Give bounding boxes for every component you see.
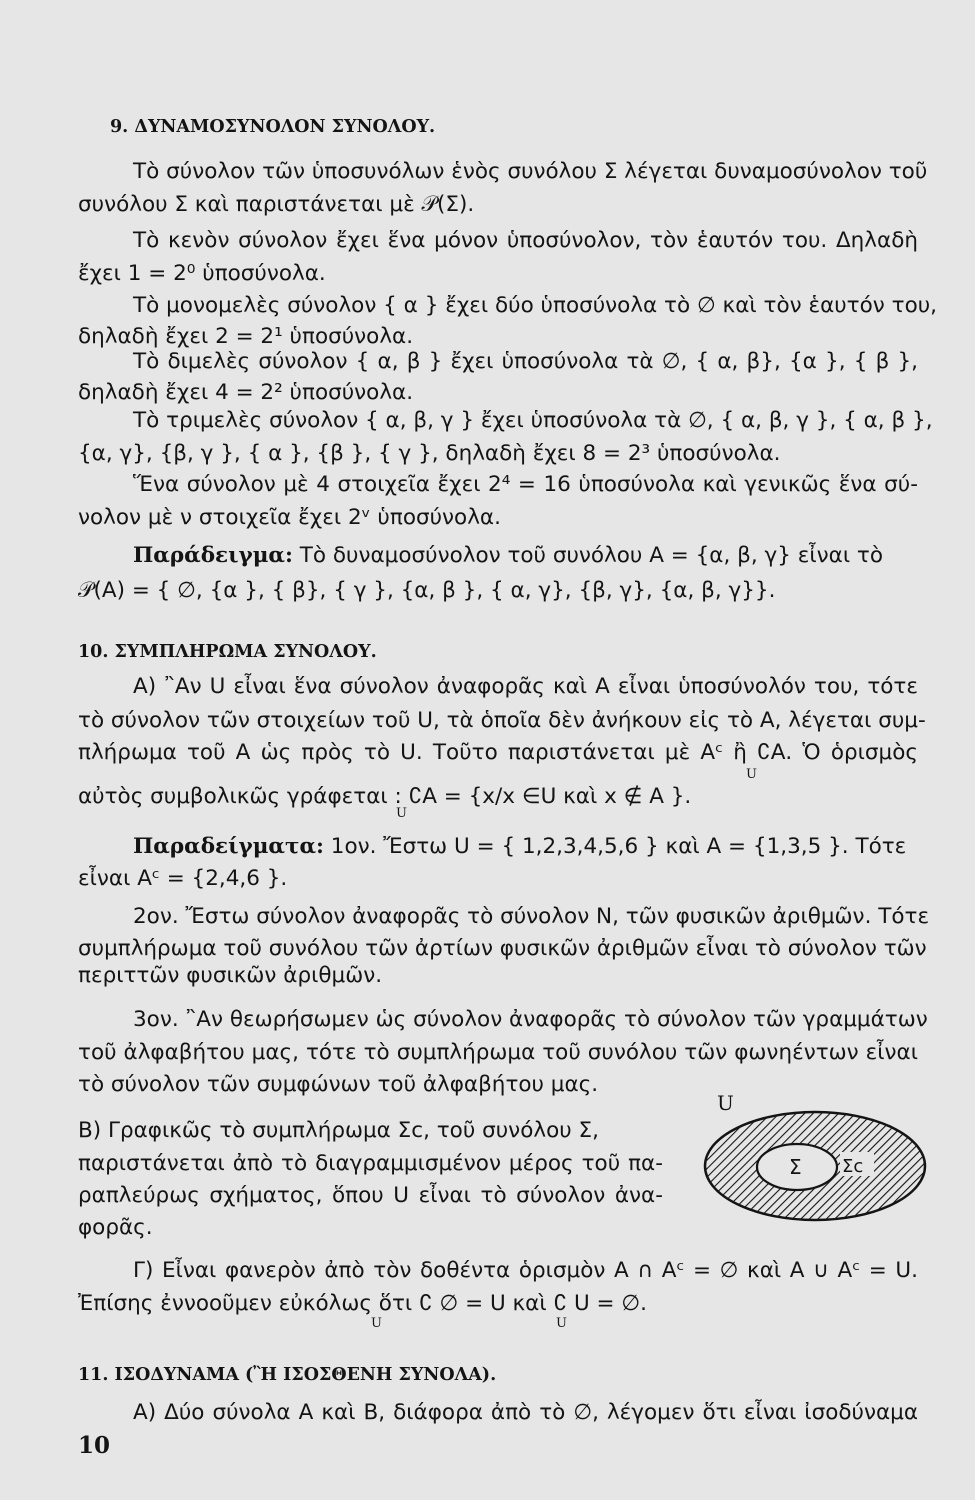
paragraph-line: Α) Δύο σύνολα Α καὶ Β, διάφορα ἀπὸ τὸ ∅, λέγομεν ὅτι εἶναι ἰσοδύναμα [133, 1400, 918, 1425]
paragraph-line: Τὸ τριμελὲς σύνολον { α, β, γ } ἔχει ὑποσύνολα τὰ ∅, { α, β, γ }, { α, β }, [133, 408, 933, 433]
paragraph-line: Τὸ μονομελὲς σύνολον { α } ἔχει δύο ὑποσύνολα τὸ ∅ καὶ τὸν ἑαυτόν του, [133, 293, 937, 318]
paragraph-line: Ἐπίσης ἐννοοῦμεν εὐκόλως ὅτι ∁ ∅ = U καὶ ∁ U = ∅. [78, 1291, 647, 1316]
section-9-heading: 9. ΔΥΝΑΜΟΣΥΝΟΛΟΝ ΣΥΝΟΛΟΥ. [110, 117, 436, 137]
example-text: τοῦ ἀλφαβήτου μας, τότε τὸ συμπλήρωμα τοῦ συνόλου τῶν φωνηέντων εἶναι [78, 1040, 918, 1065]
paragraph-line: Β) Γραφικῶς τὸ συμπλήρωμα Σc, τοῦ συνόλου Σ, [78, 1118, 599, 1143]
example-text: 1ον. Ἔστω U = { 1,2,3,4,5,6 } καὶ Α = {1,3,5 }. Τότε [330, 834, 907, 859]
universe-label: U [717, 1091, 734, 1115]
page-number: 10 [78, 1432, 111, 1459]
paragraph-line: παριστάνεται ἀπὸ τὸ διαγραμμισμένον μέρος τοῦ πα- [78, 1151, 663, 1176]
subscript-u: U [556, 1316, 567, 1331]
example-text: 𝒫(Α) = { ∅, {α }, { β}, { γ }, {α, β }, { α, γ}, {β, γ}, {α, β, γ}}. [78, 578, 776, 603]
example-text: συμπλήρωμα τοῦ συνόλου τῶν ἀρτίων φυσικῶν ἀριθμῶν εἶναι τὸ σύνολον τῶν [78, 936, 927, 961]
paragraph-line: αὐτὸς συμβολικῶς γράφεται : ∁Α = {x/x ∈U καὶ x ∉ Α }. [78, 784, 692, 809]
example-text: εἶναι Αᶜ = {2,4,6 }. [78, 866, 288, 891]
paragraph-line: Γ) Εἶναι φανερὸν ἀπὸ τὸν δοθέντα ὁρισμὸν Α ∩ Αᶜ = ∅ καὶ Α ∪ Αᶜ = U. [133, 1258, 918, 1283]
paragraph-line: Τὸ σύνολον τῶν ὑποσυνόλων ἑνὸς συνόλου Σ λέγεται δυναμοσύνολον τοῦ [133, 159, 928, 184]
example-label: Παράδειγμα: [133, 543, 293, 568]
paragraph-line: συνόλου Σ καὶ παριστάνεται μὲ 𝒫(Σ). [78, 192, 475, 217]
paragraph-line: {α, γ}, {β, γ }, { α }, {β }, { γ }, δηλαδὴ ἔχει 8 = 2³ ὑποσύνολα. [78, 441, 781, 466]
example-text: Τὸ δυναμοσύνολον τοῦ συνόλου Α = {α, β, γ} εἶναι τὸ [299, 543, 884, 568]
example-text: τὸ σύνολον τῶν συμφώνων τοῦ ἀλφαβήτου μας. [78, 1072, 599, 1097]
subscript-u: U [396, 806, 407, 821]
example-text: 3ον. ῍Αν θεωρήσωμεν ὡς σύνολον ἀναφορᾶς τὸ σύνολον τῶν γραμμάτων [133, 1007, 928, 1032]
section-11-heading: 11. ΙΣΟΔΥΝΑΜΑ (Ἢ ΙΣΟΣΘΕΝΗ ΣΥΝΟΛΑ). [78, 1365, 497, 1385]
section-10-heading: 10. ΣΥΜΠΛΗΡΩΜΑ ΣΥΝΟΛΟΥ. [78, 642, 377, 662]
complement-venn-diagram [700, 1090, 930, 1230]
example-text: περιττῶν φυσικῶν ἀριθμῶν. [78, 963, 383, 988]
paragraph-line: δηλαδὴ ἔχει 4 = 2² ὑποσύνολα. [78, 380, 414, 405]
paragraph-line: ἔχει 1 = 2⁰ ὑποσύνολα. [78, 261, 326, 286]
subscript-u: U [746, 767, 757, 782]
example-text: 2ον. Ἔστω σύνολον ἀναφορᾶς τὸ σύνολον Ν, τῶν φυσικῶν ἀριθμῶν. Τότε [133, 904, 930, 929]
examples-label: Παραδείγματα: [133, 834, 324, 859]
paragraph-line: Τὸ κενὸν σύνολον ἔχει ἕνα μόνον ὑποσύνολον, τὸν ἑαυτόν του. Δηλαδὴ [133, 228, 918, 253]
paragraph-line: νολον μὲ ν στοιχεῖα ἔχει 2ᵛ ὑποσύνολα. [78, 505, 501, 530]
complement-label: Σc [842, 1156, 864, 1177]
paragraph-line: Ἕνα σύνολον μὲ 4 στοιχεῖα ἔχει 2⁴ = 16 ὑποσύνολα καὶ γενικῶς ἕνα σύ- [133, 472, 918, 497]
paragraph-line: φορᾶς. [78, 1215, 153, 1240]
paragraph-line: τὸ σύνολον τῶν στοιχείων τοῦ U, τὰ ὁποῖα δὲν ἀνήκουν εἰς τὸ Α, λέγεται συμ- [78, 708, 926, 733]
paragraph-line: πλήρωμα τοῦ Α ὡς πρὸς τὸ U. Τοῦτο παριστάνεται μὲ Αᶜ ἢ ∁Α. Ὁ ὁρισμὸς [78, 740, 918, 765]
paragraph-line: ραπλεύρως σχήματος, ὅπου U εἶναι τὸ σύνολον ἀνα- [78, 1183, 663, 1208]
set-label: Σ [789, 1155, 802, 1179]
paragraph-line: Τὸ διμελὲς σύνολον { α, β } ἔχει ὑποσύνολα τὰ ∅, { α, β}, {α }, { β }, [133, 349, 918, 374]
paragraph-line: Α) ῍Αν U εἶναι ἕνα σύνολον ἀναφορᾶς καὶ Α εἶναι ὑποσύνολόν του, τότε [133, 674, 918, 699]
paragraph-line: δηλαδὴ ἔχει 2 = 2¹ ὑποσύνολα. [78, 324, 414, 349]
subscript-u: U [371, 1316, 382, 1331]
